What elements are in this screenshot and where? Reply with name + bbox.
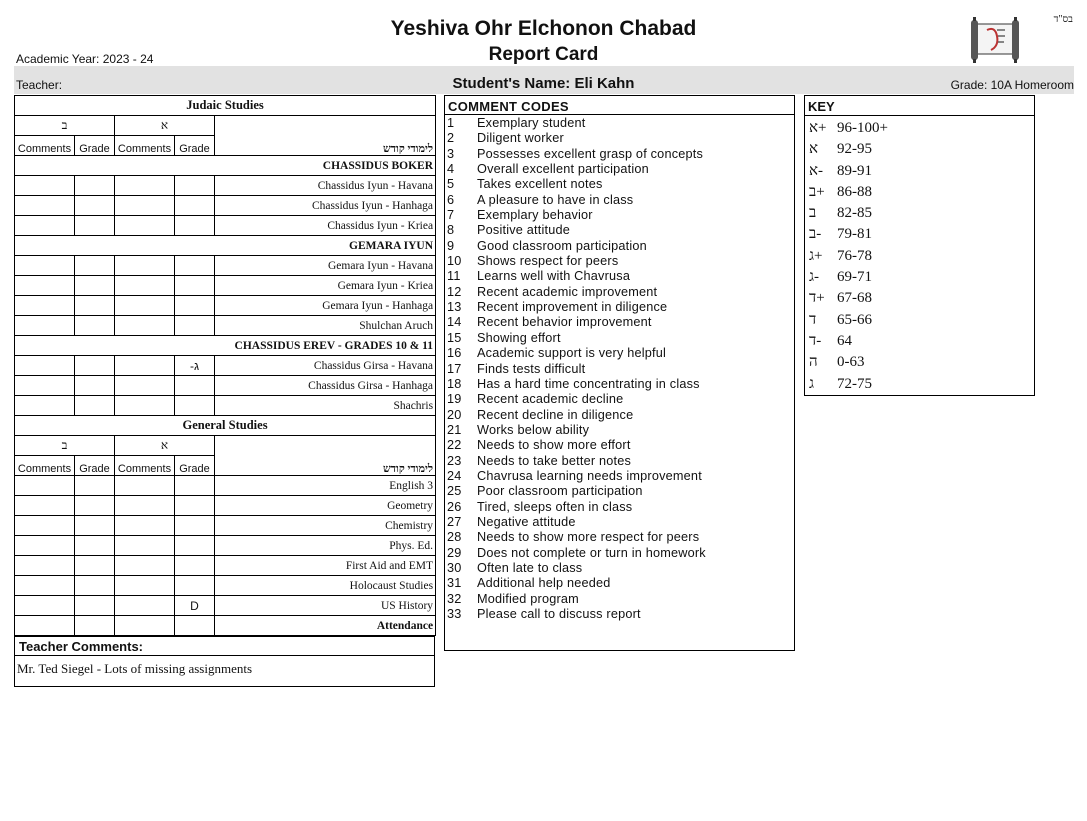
comment-code-text: Recent academic decline bbox=[477, 392, 624, 407]
a-grade-cell bbox=[175, 536, 215, 556]
b-grade-cell bbox=[75, 476, 115, 496]
comment-code-number: 8 bbox=[447, 223, 455, 238]
subject-row bbox=[15, 256, 436, 276]
grade-key-grade: ב+ bbox=[809, 183, 825, 200]
comment-code-item bbox=[447, 147, 706, 162]
comment-code-text: Shows respect for peers bbox=[477, 254, 619, 269]
grade-key-title: KEY bbox=[805, 96, 1034, 116]
subject-row bbox=[15, 536, 436, 556]
subject-row bbox=[15, 276, 436, 296]
comment-code-item bbox=[447, 546, 706, 561]
comment-code-text: Needs to show more effort bbox=[477, 438, 631, 453]
subject-row bbox=[15, 296, 436, 316]
comment-code-number: 5 bbox=[447, 177, 455, 192]
subject-label: English 3 bbox=[215, 476, 436, 496]
comment-code-text: Please call to discuss report bbox=[477, 607, 641, 621]
b-grade-cell bbox=[75, 216, 115, 236]
comment-code-text: Works below ability bbox=[477, 422, 590, 437]
a-comments-cell bbox=[115, 476, 175, 496]
subject-label: Holocaust Studies bbox=[215, 576, 436, 596]
comment-code-text: Recent improvement in diligence bbox=[477, 300, 668, 315]
teacher-comments-title: Teacher Comments: bbox=[15, 637, 434, 656]
a-comments-cell bbox=[115, 256, 175, 276]
comment-code-number: 10 bbox=[447, 254, 462, 269]
comment-code-text: Good classroom participation bbox=[477, 238, 647, 253]
subject-label: Gemara Iyun - Kriea bbox=[215, 276, 436, 296]
comment-code-text: Recent decline in diligence bbox=[477, 407, 634, 422]
comment-codes-title: COMMENT CODES bbox=[445, 96, 794, 115]
grade-key-item bbox=[809, 352, 888, 373]
comment-code-text: Recent behavior improvement bbox=[477, 315, 652, 330]
comment-code-item bbox=[447, 239, 706, 254]
general-term-row bbox=[15, 436, 436, 456]
comment-code-item bbox=[447, 116, 706, 131]
school-name: Yeshiva Ohr Elchonon Chabad bbox=[390, 17, 697, 40]
comment-code-item bbox=[447, 576, 706, 591]
subject-row bbox=[15, 396, 436, 416]
comment-code-number: 12 bbox=[447, 284, 462, 299]
judaic-subject-header: לימודי קודש bbox=[215, 116, 436, 156]
grade-key-list bbox=[809, 118, 888, 395]
a-comments-cell bbox=[115, 376, 175, 396]
b-comments-cell bbox=[15, 596, 75, 616]
a-grade-cell bbox=[175, 296, 215, 316]
comment-code-number: 3 bbox=[447, 146, 455, 161]
a-grade-cell bbox=[175, 476, 215, 496]
comment-code-number: 29 bbox=[447, 545, 462, 560]
comment-code-item bbox=[447, 131, 706, 146]
subject-label: Attendance bbox=[215, 616, 436, 636]
b-comments-cell bbox=[15, 176, 75, 196]
a-comments-cell bbox=[115, 316, 175, 336]
b-grade-cell bbox=[75, 596, 115, 616]
comment-code-number: 32 bbox=[447, 591, 462, 606]
section-title: CHASSIDUS EREV - GRADES 10 & 11 bbox=[15, 336, 436, 356]
comment-code-item bbox=[447, 377, 706, 392]
section-row bbox=[15, 236, 436, 256]
b-grade-cell bbox=[75, 616, 115, 636]
comment-code-item bbox=[447, 530, 706, 545]
a-comments-cell bbox=[115, 176, 175, 196]
comment-code-text: Exemplary behavior bbox=[477, 208, 593, 223]
b-grade-cell bbox=[75, 176, 115, 196]
grade-key-item bbox=[809, 224, 888, 245]
teacher-comments-box bbox=[14, 636, 435, 687]
teacher-label: Teacher: bbox=[16, 78, 63, 92]
report-title: Report Card bbox=[488, 44, 599, 65]
a-grade-cell bbox=[175, 256, 215, 276]
grade-key-range: 86-88 bbox=[837, 183, 872, 200]
comment-code-item bbox=[447, 346, 706, 361]
b-comments-cell bbox=[15, 496, 75, 516]
judaic-title: Judaic Studies bbox=[15, 96, 436, 116]
a-comments-cell bbox=[115, 196, 175, 216]
grade-key-item bbox=[809, 118, 888, 139]
b-grade-cell bbox=[75, 276, 115, 296]
grade-key-item bbox=[809, 182, 888, 203]
academic-year: Academic Year: 2023 - 24 bbox=[16, 52, 154, 66]
comment-code-text: Academic support is very helpful bbox=[477, 346, 667, 361]
comment-code-item bbox=[447, 484, 706, 499]
b-comments-cell bbox=[15, 276, 75, 296]
b-comments-cell bbox=[15, 536, 75, 556]
comment-code-item bbox=[447, 285, 706, 300]
a-comments-cell bbox=[115, 536, 175, 556]
b-grade-cell bbox=[75, 316, 115, 336]
a-grade-cell bbox=[175, 496, 215, 516]
comment-code-item bbox=[447, 561, 706, 576]
comment-code-number: 28 bbox=[447, 530, 462, 545]
comment-code-item bbox=[447, 208, 706, 223]
comment-code-number: 33 bbox=[447, 607, 462, 621]
b-grade-cell bbox=[75, 536, 115, 556]
b-grade-cell bbox=[75, 556, 115, 576]
comment-code-number: 30 bbox=[447, 560, 462, 575]
comment-codes-list bbox=[447, 116, 706, 622]
grade-col-header: Grade bbox=[75, 456, 115, 476]
comment-code-text: Diligent worker bbox=[477, 131, 564, 146]
comment-code-item bbox=[447, 392, 706, 407]
a-grade-cell: D bbox=[175, 596, 215, 616]
comment-code-item bbox=[447, 438, 706, 453]
section-title: CHASSIDUS BOKER bbox=[15, 156, 436, 176]
b-comments-cell bbox=[15, 216, 75, 236]
grade-key-range: 0-63 bbox=[837, 354, 865, 371]
grade-col-header: Grade bbox=[175, 136, 215, 156]
comments-col-header: Comments bbox=[15, 456, 75, 476]
b-comments-cell bbox=[15, 516, 75, 536]
b-comments-cell bbox=[15, 196, 75, 216]
comment-code-item bbox=[447, 177, 706, 192]
grade-key-range: 79-81 bbox=[837, 226, 872, 243]
grade-key-range: 76-78 bbox=[837, 247, 872, 264]
comment-code-text: Finds tests difficult bbox=[477, 361, 586, 376]
a-grade-cell bbox=[175, 556, 215, 576]
general-title: General Studies bbox=[15, 416, 436, 436]
comment-code-item bbox=[447, 269, 706, 284]
b-comments-cell bbox=[15, 296, 75, 316]
comment-code-number: 15 bbox=[447, 330, 462, 345]
comment-code-text: Often late to class bbox=[477, 560, 583, 575]
subject-label: Geometry bbox=[215, 496, 436, 516]
comment-code-item bbox=[447, 454, 706, 469]
a-grade-cell bbox=[175, 216, 215, 236]
subject-label: US History bbox=[215, 596, 436, 616]
section-title: GEMARA IYUN bbox=[15, 236, 436, 256]
b-comments-cell bbox=[15, 576, 75, 596]
subject-label: Shulchan Aruch bbox=[215, 316, 436, 336]
b-grade-cell bbox=[75, 576, 115, 596]
comment-code-number: 16 bbox=[447, 346, 462, 361]
b-comments-cell bbox=[15, 316, 75, 336]
b-grade-cell bbox=[75, 516, 115, 536]
subject-label: First Aid and EMT bbox=[215, 556, 436, 576]
judaic-term-a: א bbox=[115, 116, 215, 136]
subject-label: Shachris bbox=[215, 396, 436, 416]
bsd-mark: בס"ד bbox=[1053, 14, 1073, 25]
a-grade-cell bbox=[175, 576, 215, 596]
b-grade-cell bbox=[75, 196, 115, 216]
comment-code-text: Recent academic improvement bbox=[477, 284, 658, 299]
b-comments-cell bbox=[15, 356, 75, 376]
comment-code-item bbox=[447, 515, 706, 530]
grade-key-grade: ד+ bbox=[809, 290, 825, 307]
student-name: Student's Name: Eli Kahn bbox=[452, 75, 635, 92]
comment-code-item bbox=[447, 607, 706, 622]
grade-key-range: 89-91 bbox=[837, 162, 872, 179]
subject-row bbox=[15, 196, 436, 216]
comment-code-number: 11 bbox=[447, 269, 461, 284]
grade-key-grade: א- bbox=[809, 162, 824, 179]
judaic-term-row bbox=[15, 116, 436, 136]
comment-code-item bbox=[447, 300, 706, 315]
comment-code-text: Does not complete or turn in homework bbox=[477, 545, 706, 560]
a-comments-cell bbox=[115, 576, 175, 596]
subject-label: Chassidus Girsa - Havana bbox=[215, 356, 436, 376]
comment-code-text: Learns well with Chavrusa bbox=[477, 269, 631, 284]
comment-code-text: Needs to show more respect for peers bbox=[477, 530, 700, 545]
b-comments-cell bbox=[15, 476, 75, 496]
grade-key-range: 96-100+ bbox=[837, 120, 888, 136]
grade-key-item bbox=[809, 267, 888, 288]
comment-codes-box bbox=[444, 95, 795, 651]
comment-code-text: Chavrusa learning needs improvement bbox=[477, 468, 702, 483]
comment-code-item bbox=[447, 408, 706, 423]
comment-code-text: A pleasure to have in class bbox=[477, 192, 634, 207]
grade-key-box bbox=[804, 95, 1035, 396]
grade-key-item bbox=[809, 203, 888, 224]
b-comments-cell bbox=[15, 556, 75, 576]
a-grade-cell bbox=[175, 616, 215, 636]
subject-row bbox=[15, 476, 436, 496]
comment-code-number: 9 bbox=[447, 238, 455, 253]
a-comments-cell bbox=[115, 216, 175, 236]
comment-code-text: Negative attitude bbox=[477, 514, 576, 529]
grade-key-grade: ב bbox=[809, 205, 817, 222]
comment-code-number: 14 bbox=[447, 315, 462, 330]
comment-code-number: 1 bbox=[447, 116, 455, 130]
grade-key-range: 72-75 bbox=[837, 375, 872, 392]
comments-col-header: Comments bbox=[115, 456, 175, 476]
comment-code-text: Needs to take better notes bbox=[477, 453, 632, 468]
general-subject-header: לימודי קודש bbox=[215, 436, 436, 476]
subject-row bbox=[15, 496, 436, 516]
subject-row bbox=[15, 316, 436, 336]
comment-code-text: Tired, sleeps often in class bbox=[477, 499, 633, 514]
scroll-logo-icon bbox=[967, 16, 1023, 64]
grade-key-grade: ג bbox=[809, 375, 814, 392]
comment-code-text: Positive attitude bbox=[477, 223, 570, 238]
grade-key-range: 67-68 bbox=[837, 290, 872, 307]
comment-code-item bbox=[447, 254, 706, 269]
subject-row bbox=[15, 376, 436, 396]
comment-code-item bbox=[447, 362, 706, 377]
subject-label: Chassidus Iyun - Havana bbox=[215, 176, 436, 196]
comment-code-text: Modified program bbox=[477, 591, 579, 606]
comment-code-text: Overall excellent participation bbox=[477, 162, 649, 177]
b-grade-cell bbox=[75, 296, 115, 316]
a-comments-cell bbox=[115, 556, 175, 576]
a-comments-cell bbox=[115, 356, 175, 376]
a-grade-cell bbox=[175, 316, 215, 336]
comment-code-number: 19 bbox=[447, 392, 462, 407]
comments-col-header: Comments bbox=[15, 136, 75, 156]
general-title-row bbox=[15, 416, 436, 436]
grade-key-item bbox=[809, 374, 888, 395]
subject-row bbox=[15, 576, 436, 596]
subject-row bbox=[15, 556, 436, 576]
grade-key-grade: ג+ bbox=[809, 247, 823, 264]
grade-key-range: 65-66 bbox=[837, 311, 872, 328]
grade-key-grade: א+ bbox=[809, 120, 827, 136]
grade-key-range: 92-95 bbox=[837, 141, 872, 158]
b-comments-cell bbox=[15, 616, 75, 636]
comment-code-number: 4 bbox=[447, 162, 455, 177]
comment-code-number: 27 bbox=[447, 514, 462, 529]
teacher-comments-text: Mr. Ted Siegel - Lots of missing assignments bbox=[17, 661, 253, 676]
grade-key-item bbox=[809, 310, 888, 331]
grade-key-item bbox=[809, 139, 888, 160]
b-comments-cell bbox=[15, 376, 75, 396]
grade-col-header: Grade bbox=[75, 136, 115, 156]
a-comments-cell bbox=[115, 496, 175, 516]
comment-code-item bbox=[447, 331, 706, 346]
comment-code-item bbox=[447, 469, 706, 484]
a-grade-cell bbox=[175, 516, 215, 536]
a-grade-cell bbox=[175, 376, 215, 396]
a-grade-cell bbox=[175, 196, 215, 216]
general-term-b: ב bbox=[15, 436, 115, 456]
a-comments-cell bbox=[115, 276, 175, 296]
subject-label: Gemara Iyun - Havana bbox=[215, 256, 436, 276]
judaic-term-b: ב bbox=[15, 116, 115, 136]
subject-label: Chassidus Girsa - Hanhaga bbox=[215, 376, 436, 396]
subject-row bbox=[15, 596, 436, 616]
comment-code-item bbox=[447, 592, 706, 607]
comment-code-text: Showing effort bbox=[477, 330, 561, 345]
comment-code-item bbox=[447, 162, 706, 177]
b-grade-cell bbox=[75, 356, 115, 376]
comment-code-text: Takes excellent notes bbox=[477, 177, 603, 192]
subject-label: Gemara Iyun - Hanhaga bbox=[215, 296, 436, 316]
judaic-title-row bbox=[15, 96, 436, 116]
a-grade-cell bbox=[175, 276, 215, 296]
comment-code-number: 17 bbox=[447, 361, 462, 376]
comment-code-number: 2 bbox=[447, 131, 455, 146]
b-grade-cell bbox=[75, 256, 115, 276]
subject-row bbox=[15, 616, 436, 636]
comment-code-item bbox=[447, 500, 706, 515]
a-comments-cell bbox=[115, 296, 175, 316]
comment-code-number: 18 bbox=[447, 376, 462, 391]
grade-key-grade: ב- bbox=[809, 226, 822, 243]
grade-col-header: Grade bbox=[175, 456, 215, 476]
b-grade-cell bbox=[75, 396, 115, 416]
a-comments-cell bbox=[115, 396, 175, 416]
comment-code-number: 21 bbox=[447, 422, 462, 437]
subject-label: Chassidus Iyun - Kriea bbox=[215, 216, 436, 236]
subject-label: Chemistry bbox=[215, 516, 436, 536]
subject-row bbox=[15, 516, 436, 536]
comment-code-text: Has a hard time concentrating in class bbox=[477, 376, 700, 391]
section-row bbox=[15, 336, 436, 356]
grade-key-grade: ד- bbox=[809, 332, 822, 349]
a-grade-cell: -ג bbox=[175, 356, 215, 376]
grade-key-range: 64 bbox=[837, 332, 852, 349]
subject-row bbox=[15, 176, 436, 196]
comments-col-header: Comments bbox=[115, 136, 175, 156]
school-logo bbox=[967, 16, 1023, 64]
comment-code-item bbox=[447, 223, 706, 238]
comment-code-number: 6 bbox=[447, 192, 455, 207]
section-row bbox=[15, 156, 436, 176]
comment-code-text: Additional help needed bbox=[477, 576, 611, 591]
comment-code-text: Exemplary student bbox=[477, 116, 586, 130]
grade-key-item bbox=[809, 288, 888, 309]
comment-code-number: 25 bbox=[447, 484, 462, 499]
subject-label: Chassidus Iyun - Hanhaga bbox=[215, 196, 436, 216]
grade-key-item bbox=[809, 331, 888, 352]
comment-code-number: 24 bbox=[447, 468, 462, 483]
a-grade-cell bbox=[175, 176, 215, 196]
comment-code-number: 20 bbox=[447, 407, 462, 422]
b-grade-cell bbox=[75, 376, 115, 396]
subject-row bbox=[15, 356, 436, 376]
b-grade-cell bbox=[75, 496, 115, 516]
comment-code-text: Possesses excellent grasp of concepts bbox=[477, 146, 704, 161]
grade-key-item bbox=[809, 246, 888, 267]
grades-table bbox=[14, 95, 436, 636]
comment-code-number: 23 bbox=[447, 453, 462, 468]
comment-code-item bbox=[447, 423, 706, 438]
b-comments-cell bbox=[15, 396, 75, 416]
a-comments-cell bbox=[115, 516, 175, 536]
comment-code-number: 26 bbox=[447, 499, 462, 514]
comment-code-item bbox=[447, 315, 706, 330]
grade-key-range: 69-71 bbox=[837, 269, 872, 286]
subject-row bbox=[15, 216, 436, 236]
grade-key-range: 82-85 bbox=[837, 205, 872, 222]
grade-key-grade: ד bbox=[809, 311, 817, 328]
a-comments-cell bbox=[115, 616, 175, 636]
grade-key-grade: ה bbox=[809, 354, 818, 371]
grade-key-grade: א bbox=[809, 141, 819, 158]
comment-code-number: 13 bbox=[447, 300, 462, 315]
grade-label: Grade: 10A Homeroom bbox=[950, 78, 1074, 92]
grade-key-item bbox=[809, 161, 888, 182]
comment-code-number: 22 bbox=[447, 438, 462, 453]
comment-code-number: 7 bbox=[447, 208, 455, 223]
grade-key-grade: ג- bbox=[809, 269, 819, 286]
comment-code-text: Poor classroom participation bbox=[477, 484, 643, 499]
a-grade-cell bbox=[175, 396, 215, 416]
general-term-a: א bbox=[115, 436, 215, 456]
b-comments-cell bbox=[15, 256, 75, 276]
subject-label: Phys. Ed. bbox=[215, 536, 436, 556]
comment-code-number: 31 bbox=[447, 576, 462, 591]
comment-code-item bbox=[447, 193, 706, 208]
a-comments-cell bbox=[115, 596, 175, 616]
